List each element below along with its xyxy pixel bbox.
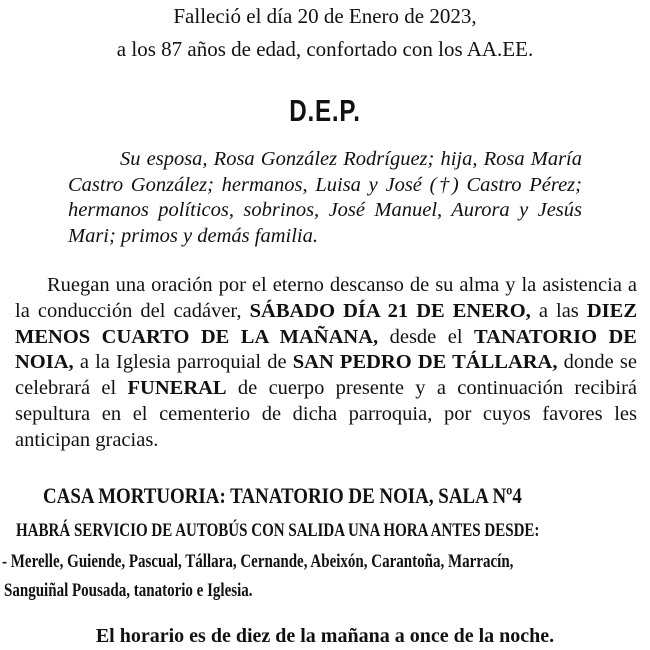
- prayer-text-4: a la Iglesia parroquial de: [73, 351, 293, 374]
- casa-mortuoria-heading: CASA MORTUORIA: TANATORIO DE NOIA, SALA Nº4: [43, 483, 522, 508]
- death-date-line: Falleció el día 20 de Enero de 2023,: [173, 4, 477, 28]
- prayer-paragraph: [15, 273, 637, 454]
- bus-stops-line-2: Sanguiñal Pousada, tanatorio e Iglesia.: [4, 580, 253, 601]
- opening-hours: El horario es de diez de la mañana a once de la noche.: [95, 625, 555, 647]
- prayer-text-6: de cuerpo presente y a continuación recibirá sepultura en el cementerio de dicha parroquia, por cuyos favores les anticipan gracias.: [15, 377, 638, 451]
- prayer-origin: TANATORIO DE NOIA,: [15, 325, 637, 374]
- prayer-text-3: desde el: [378, 325, 475, 348]
- prayer-text-1: Ruegan una oración por el eterno descanso de su alma y la asistencia a la conducción del cadáver,: [15, 274, 637, 322]
- prayer-text-2: a las: [530, 299, 587, 322]
- dep-heading: D.E.P.: [289, 93, 361, 128]
- prayer-text-5: donde se celebrará el: [15, 351, 637, 400]
- prayer-funeral: FUNERAL: [127, 377, 227, 400]
- age-line: a los 87 años de edad, confortado con los AA.EE.: [116, 37, 534, 61]
- prayer-date: SÁBADO DÍA 21 DE ENERO,: [249, 299, 531, 322]
- bus-service-title: HABRÁ SERVICIO DE AUTOBÚS CON SALIDA UNA HORA ANTES DESDE:: [16, 520, 540, 541]
- prayer-church: SAN PEDRO DE TÁLLARA,: [292, 351, 558, 374]
- bus-stops-line-1: - Merelle, Guiende, Pascual, Tállara, Cernande, Abeixón, Carantoña, Marracín,: [2, 551, 514, 572]
- family-paragraph: Su esposa, Rosa González Rodríguez; hija, Rosa María Castro González; hermanos, Luisa y José (†) Castro Pérez; hermanos políticos, sobrinos, José Manuel, Aurora y Jesús Mari; primos y demás familia.: [68, 148, 582, 247]
- prayer-time: DIEZ MENOS CUARTO DE LA MAÑANA,: [15, 299, 637, 348]
